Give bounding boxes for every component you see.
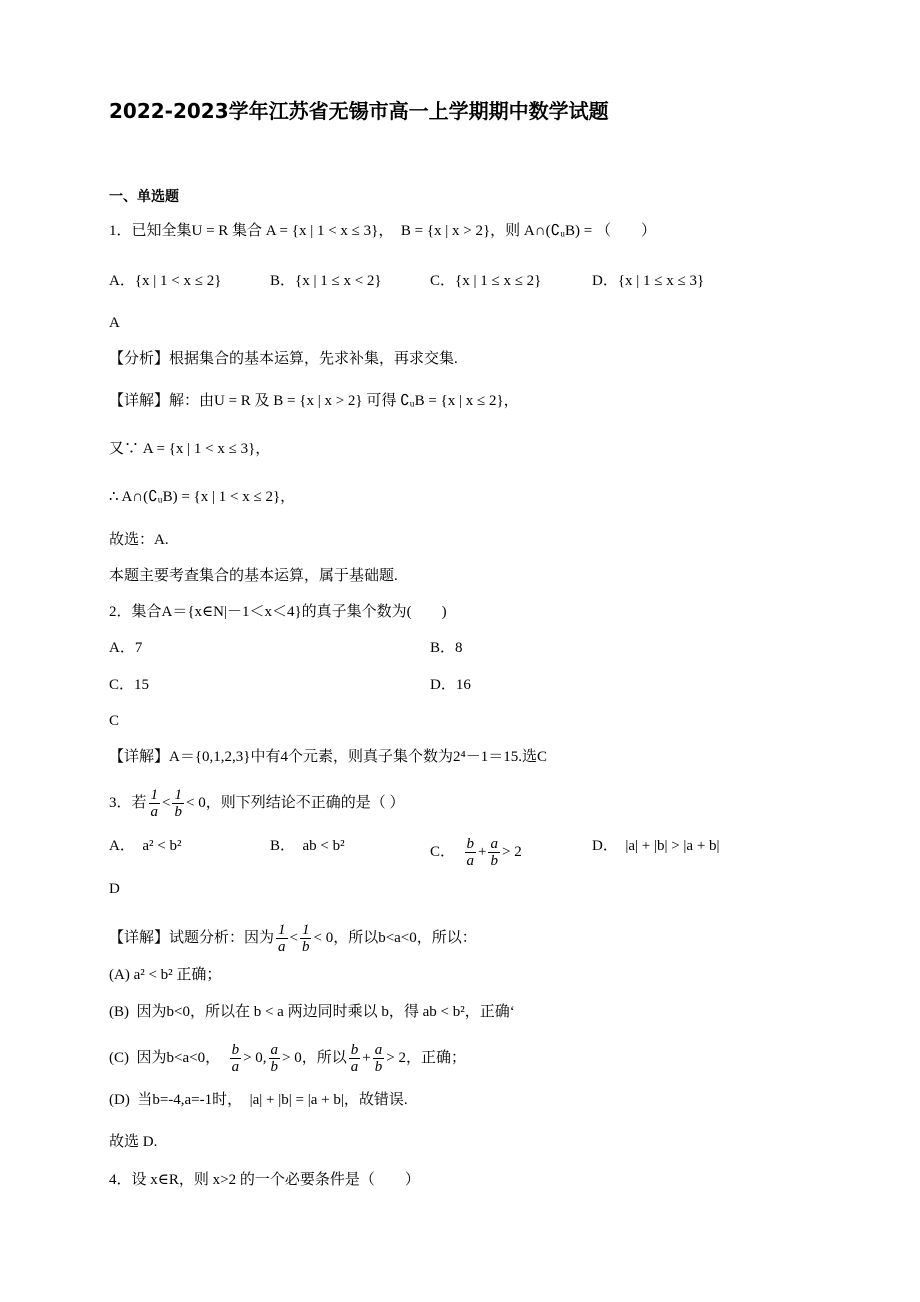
q2-option-c: C．15 [109, 677, 150, 693]
text-segment: < [289, 929, 298, 946]
text-segment: (A) a² < b² 正确； [109, 967, 222, 983]
q1-option-d: D．{x | 1 ≤ x ≤ 3} [592, 273, 705, 289]
text-segment: A． a² < b² [109, 838, 182, 854]
q2-detail: 【详解】A＝{0,1,2,3}中有4个元素，则真子集个数为2⁴－1＝15.选C [109, 749, 547, 765]
q3-answer: D [109, 881, 120, 897]
q1-detail-line: 本题主要考查集合的基本运算，属于基础题. [109, 568, 398, 584]
fraction [465, 836, 477, 869]
q3-detail-line [109, 922, 477, 955]
fraction-denominator: a [278, 939, 286, 955]
q3-detail-line [109, 1090, 408, 1110]
fraction [373, 1042, 385, 1075]
fraction-denominator: a [466, 853, 475, 869]
text-segment: 【详解】试题分析：因为 [109, 929, 275, 946]
fraction [276, 922, 288, 955]
q1-detail-line: 【详解】解：由U = R 及 B = {x | x > 2} 可得 ∁ᵤB = {x | x ≤ 2}， [109, 393, 519, 409]
page-title: 2022-2023学年江苏省无锡市高一上学期期中数学试题 [109, 99, 609, 123]
fraction [349, 1042, 361, 1075]
text-segment: + [362, 1049, 371, 1066]
text-segment: 3．若 [109, 794, 147, 811]
text-segment: (D) 当b=-4,a=-1时， |a| + |b| = |a + b|，故错误. [109, 1092, 408, 1108]
text-segment: > 0, [243, 1049, 267, 1066]
fraction-numerator: 1 [150, 787, 159, 803]
fraction-denominator: b [270, 1059, 279, 1075]
text-segment: > 2 [501, 843, 522, 860]
section-heading: 一、单选题 [109, 189, 179, 205]
text-segment: (B) 因为b<0，所以在 b < a 两边同时乘以 b，得 ab < b²，正确‘ [109, 1004, 515, 1020]
text-segment: < 0，所以b<a<0，所以： [313, 929, 477, 946]
fraction [172, 787, 184, 820]
fraction-numerator: 1 [301, 922, 310, 938]
fraction-denominator: a [150, 804, 159, 820]
text-segment: > 0，所以 [282, 1049, 347, 1066]
text-segment: > 2，正确； [386, 1049, 466, 1066]
q3-detail-line [109, 965, 221, 985]
text-segment: B． ab < b² [270, 838, 345, 854]
question-3-stem [109, 787, 404, 820]
q3-option-a [109, 836, 181, 856]
text-segment: C． [430, 843, 463, 860]
text-segment: + [478, 843, 487, 860]
fraction-denominator: b [490, 853, 498, 869]
q1-detail-line: 故选：A. [109, 532, 169, 548]
q1-detail-line: 又∵ A = {x | 1 < x ≤ 3}， [109, 441, 271, 457]
q3-detail-line [109, 1042, 466, 1075]
q2-option-a: A．7 [109, 640, 143, 656]
q1-option-a: A．{x | 1 < x ≤ 2} [109, 273, 222, 289]
fraction-denominator: a [231, 1059, 240, 1075]
q3-option-d [592, 836, 720, 856]
q1-option-b: B．{x | 1 ≤ x < 2} [270, 273, 382, 289]
fraction-numerator: a [374, 1042, 383, 1058]
question-1-stem [109, 221, 656, 241]
q2-answer: C [109, 713, 120, 729]
text-segment: D． |a| + |b| > |a + b| [592, 838, 720, 854]
text-segment: (C) 因为b<a<0， [109, 1049, 228, 1066]
q2-option-b: B．8 [430, 640, 463, 656]
q1-option-c: C．{x | 1 ≤ x ≤ 2} [430, 273, 542, 289]
q3-conclusion: 故选 D. [109, 1134, 158, 1150]
q2-option-d: D．16 [430, 677, 471, 693]
fraction-denominator: a [350, 1059, 359, 1075]
question-2-stem: 2．集合A＝{x∈N|－1＜x＜4}的真子集个数为( ) [109, 604, 447, 620]
fraction-numerator: b [350, 1042, 359, 1058]
q3-option-c [430, 836, 522, 869]
q3-option-b [270, 836, 345, 856]
fraction [300, 922, 312, 955]
question-4-stem: 4．设 x∈R，则 x>2 的一个必要条件是（ ） [109, 1172, 420, 1188]
fraction-numerator: a [490, 836, 498, 852]
fraction [230, 1042, 242, 1075]
fraction-numerator: b [466, 836, 475, 852]
fraction-numerator: 1 [174, 787, 182, 803]
fraction [269, 1042, 281, 1075]
text-segment: 1．已知全集U = R 集合 A = {x | 1 < x ≤ 3}， B = {x | x > 2}，则 A∩(∁ᵤB) = （ ） [109, 223, 657, 239]
q1-analysis: 【分析】根据集合的基本运算，先求补集，再求交集. [109, 351, 458, 367]
fraction-numerator: a [270, 1042, 279, 1058]
q1-detail-line: ∴ A∩(∁ᵤB) = {x | 1 < x ≤ 2}， [109, 489, 296, 505]
text-segment: < 0，则下列结论不正确的是（ ） [185, 794, 405, 811]
fraction [488, 836, 500, 869]
q3-detail-line [109, 1002, 515, 1022]
fraction [149, 787, 161, 820]
fraction-denominator: b [374, 1059, 383, 1075]
q1-answer: A [109, 315, 120, 331]
fraction-numerator: b [231, 1042, 240, 1058]
fraction-numerator: 1 [278, 922, 286, 938]
fraction-denominator: b [174, 804, 182, 820]
text-segment: < [162, 794, 171, 811]
fraction-denominator: b [301, 939, 310, 955]
